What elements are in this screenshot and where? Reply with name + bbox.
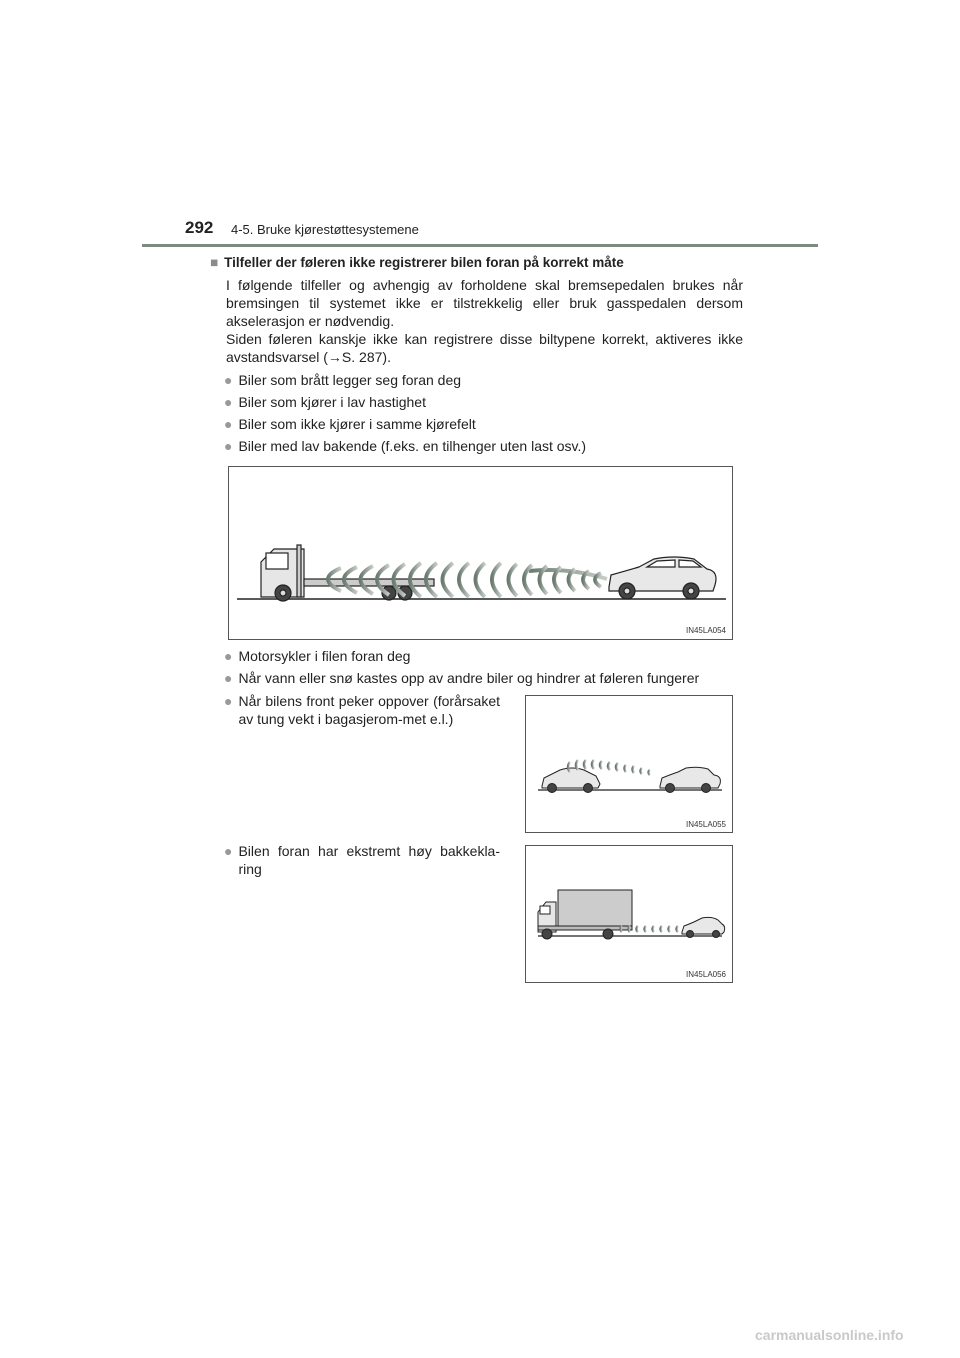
list-item bbox=[224, 393, 426, 411]
list-item bbox=[224, 437, 586, 455]
list-item bbox=[224, 371, 461, 389]
car-illustration bbox=[660, 767, 720, 792]
list-item-text: Biler som ikke kjører i samme kjørefelt bbox=[238, 416, 476, 432]
list-item-text: Når vann eller snø kastes opp av andre biler og hindrer at føleren fungerer bbox=[238, 670, 700, 686]
truck-illustration bbox=[538, 890, 632, 939]
bullet-icon: ● bbox=[224, 843, 233, 859]
list-item-text: Biler med lav bakende (f.eks. en tilhenger uten last osv.) bbox=[238, 438, 587, 454]
bullet-icon: ● bbox=[224, 670, 233, 686]
paragraph-2: Siden føleren kanskje ikke kan registrere disse biltypene korrekt, aktiveres ikke avstandsvarsel (→S. 287). bbox=[226, 331, 743, 365]
list-item-text: Når bilens front peker oppover (forårsaket av tung vekt i bagasjerom-met e.l.) bbox=[238, 693, 500, 727]
sensor-waves bbox=[621, 926, 679, 932]
bullet-icon: ● bbox=[224, 372, 233, 388]
bullet-icon: ● bbox=[224, 394, 233, 410]
figure-high-clearance bbox=[525, 845, 733, 983]
heading-text: Tilfeller der føleren ikke registrerer bilen foran på korrekt måte bbox=[224, 255, 624, 270]
header-rule bbox=[142, 244, 818, 247]
figure-code: IN45LA054 bbox=[685, 626, 726, 635]
figure-nose-up bbox=[525, 695, 733, 833]
footer-watermark: carmanualsonline.info bbox=[755, 1327, 904, 1343]
list-item bbox=[224, 669, 699, 687]
car-illustration bbox=[682, 917, 725, 937]
paragraph-1: I følgende tilfeller og avhengig av forholdene skal bremsepedalen brukes når bremsingen til systemet ikke er tilstrekkelig eller bruk gasspedalen dersom akselerasjon er nødvendig. bbox=[226, 277, 743, 329]
list-item-text: Biler som kjører i lav hastighet bbox=[238, 394, 426, 410]
figure-code: IN45LA055 bbox=[685, 820, 726, 829]
section-title: 4-5. Bruke kjørestøttesystemene bbox=[231, 222, 419, 237]
bullet-icon: ● bbox=[224, 648, 233, 664]
list-item bbox=[224, 842, 500, 878]
car-illustration bbox=[542, 768, 600, 793]
figure-trailer bbox=[228, 466, 733, 640]
heading-square-icon: ■ bbox=[210, 255, 219, 270]
list-item bbox=[224, 647, 410, 665]
list-item bbox=[224, 692, 500, 728]
figure-code: IN45LA056 bbox=[685, 970, 726, 979]
bullet-icon: ● bbox=[224, 416, 233, 432]
list-item-text: Biler som brått legger seg foran deg bbox=[238, 372, 462, 388]
page-number: 292 bbox=[185, 218, 214, 237]
subsection-heading bbox=[210, 255, 624, 270]
list-item-text: Bilen foran har ekstremt høy bakkekla-ring bbox=[238, 843, 500, 877]
car-illustration bbox=[609, 557, 716, 599]
bullet-icon: ● bbox=[224, 693, 233, 709]
list-item-text: Motorsykler i filen foran deg bbox=[238, 648, 411, 664]
bullet-icon: ● bbox=[224, 438, 233, 454]
list-item bbox=[224, 415, 476, 433]
